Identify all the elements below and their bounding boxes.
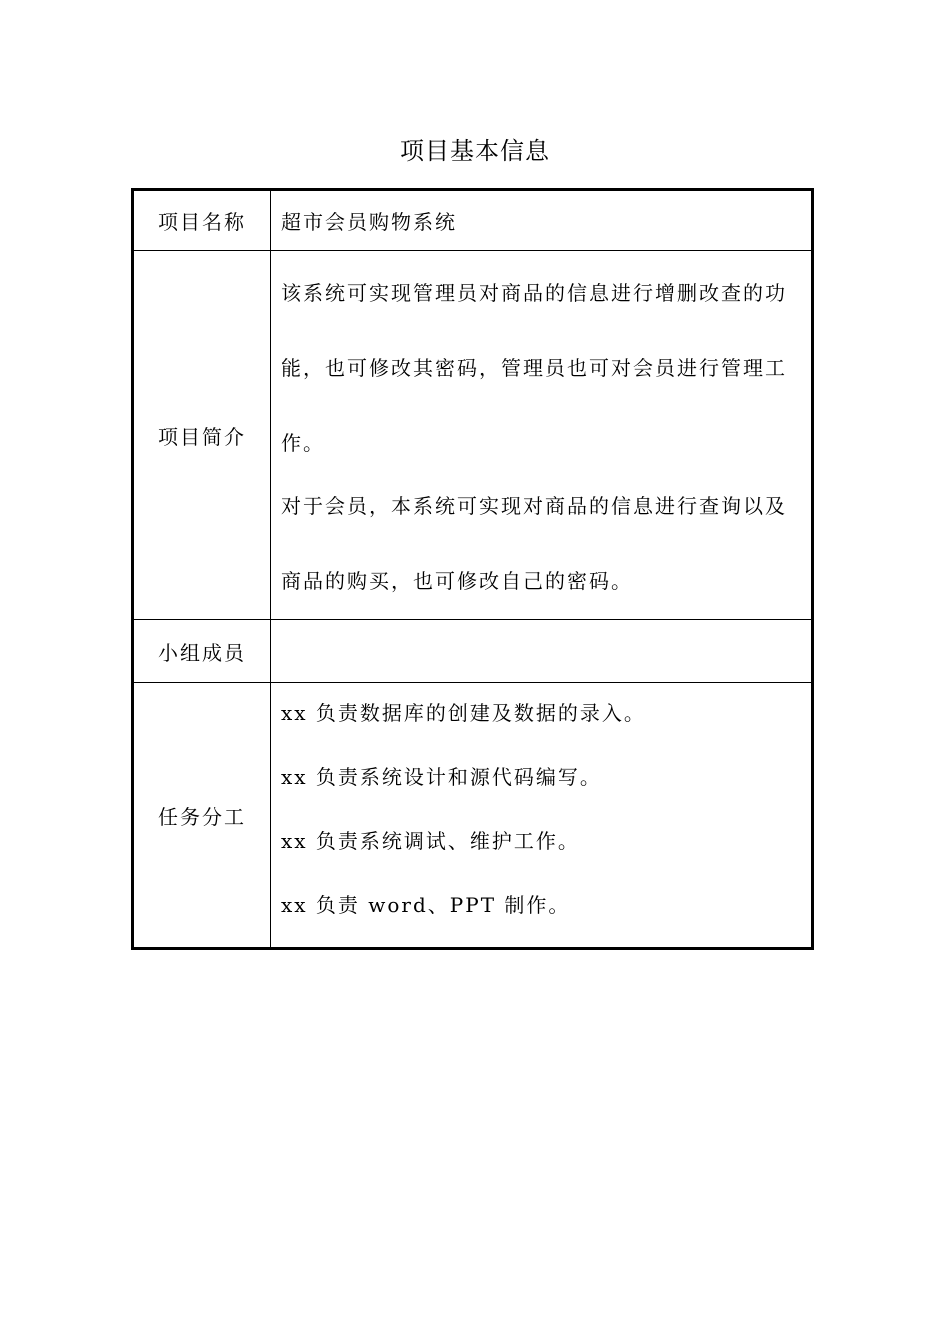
- table-row-team-members: [133, 620, 813, 683]
- task-line: xx 负责 word、PPT 制作。: [281, 893, 571, 917]
- project-intro-label: 项目简介: [133, 251, 271, 620]
- project-name-label: 项目名称: [133, 190, 271, 251]
- table-row-task-assignment: [133, 683, 813, 949]
- task-line: xx 负责数据库的创建及数据的录入。: [281, 701, 646, 725]
- page-title: 项目基本信息: [400, 137, 550, 165]
- task-line: xx 负责系统调试、维护工作。: [281, 829, 580, 853]
- team-members-value: [271, 620, 813, 683]
- task-assignment-value: [271, 683, 813, 949]
- table-row-project-intro: [133, 251, 813, 620]
- team-members-label: 小组成员: [133, 620, 271, 683]
- table-row-project-name: [133, 190, 813, 251]
- intro-paragraph: 对于会员，本系统可实现对商品的信息进行查询以及商品的购买，也可修改自己的密码。: [281, 494, 787, 593]
- project-intro-value: [271, 251, 813, 620]
- task-assignment-label: 任务分工: [133, 683, 271, 949]
- project-name-value: 超市会员购物系统: [271, 190, 813, 251]
- task-line: xx 负责系统设计和源代码编写。: [281, 765, 602, 789]
- project-info-table: [131, 188, 814, 950]
- intro-paragraph: 该系统可实现管理员对商品的信息进行增删改查的功能，也可修改其密码，管理员也可对会员进行管理工作。: [281, 281, 787, 455]
